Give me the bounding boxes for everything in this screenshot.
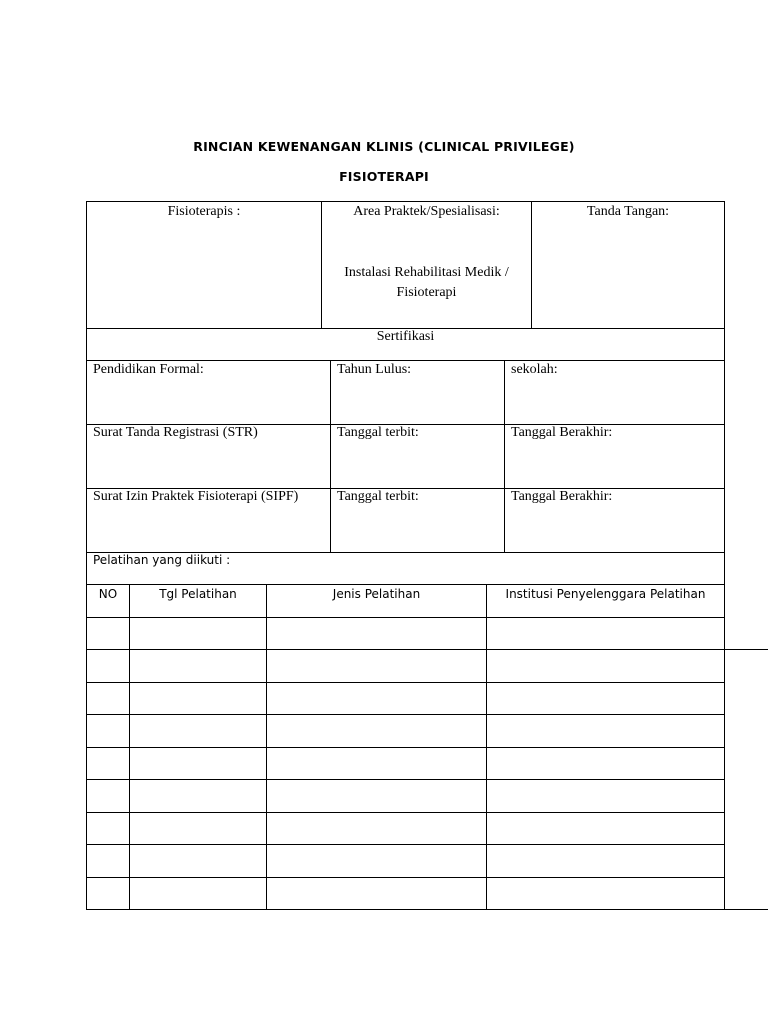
col-header-jenis-pelatihan: Jenis Pelatihan [332, 587, 421, 601]
sipf-label: Surat Izin Praktek Fisioterapi (SIPF) [93, 489, 299, 504]
col-header-no: NO [98, 587, 118, 601]
page-subtitle: FISIOTERAPI [339, 169, 429, 184]
area-praktek-value-line1: Instalasi Rehabilitasi Medik / [344, 265, 509, 280]
table-row-line [86, 649, 768, 650]
str-tanggal-terbit-label: Tanggal terbit: [337, 425, 419, 440]
tanda-tangan-label: Tanda Tangan: [586, 204, 670, 219]
str-label: Surat Tanda Registrasi (STR) [93, 425, 258, 440]
sipf-tanggal-terbit-label: Tanggal terbit: [337, 489, 419, 504]
sipf-tanggal-berakhir-label: Tanggal Berakhir: [511, 489, 613, 504]
area-praktek-label: Area Praktek/Spesialisasi: [353, 204, 500, 219]
table-row-line [725, 909, 768, 910]
divider [330, 360, 331, 552]
col-header-institusi: Institusi Penyelenggara Pelatihan [505, 587, 706, 601]
col-header-tgl-pelatihan: Tgl Pelatihan [159, 587, 237, 601]
sekolah-label: sekolah: [511, 362, 558, 377]
table-row-line [86, 714, 725, 715]
table-row-line [86, 682, 725, 683]
table-row-line [86, 747, 725, 748]
table-row-line [86, 844, 725, 845]
str-tanggal-berakhir-label: Tanggal Berakhir: [511, 425, 613, 440]
table-row-line [86, 812, 725, 813]
table-row-line [86, 877, 725, 878]
table-row-line [86, 617, 725, 618]
page-title: RINCIAN KEWENANGAN KLINIS (CLINICAL PRIVILEGE) [193, 139, 575, 154]
tahun-lulus-label: Tahun Lulus: [337, 362, 412, 377]
divider [504, 360, 505, 552]
area-praktek-value-line2: Fisioterapi [396, 285, 457, 300]
fisioterapis-label: Fisioterapis : [167, 204, 241, 219]
sertifikasi-heading: Sertifikasi [376, 329, 435, 344]
pelatihan-heading: Pelatihan yang diikuti : [93, 553, 231, 567]
pendidikan-formal-label: Pendidikan Formal: [93, 362, 204, 377]
table-row-line [86, 779, 725, 780]
